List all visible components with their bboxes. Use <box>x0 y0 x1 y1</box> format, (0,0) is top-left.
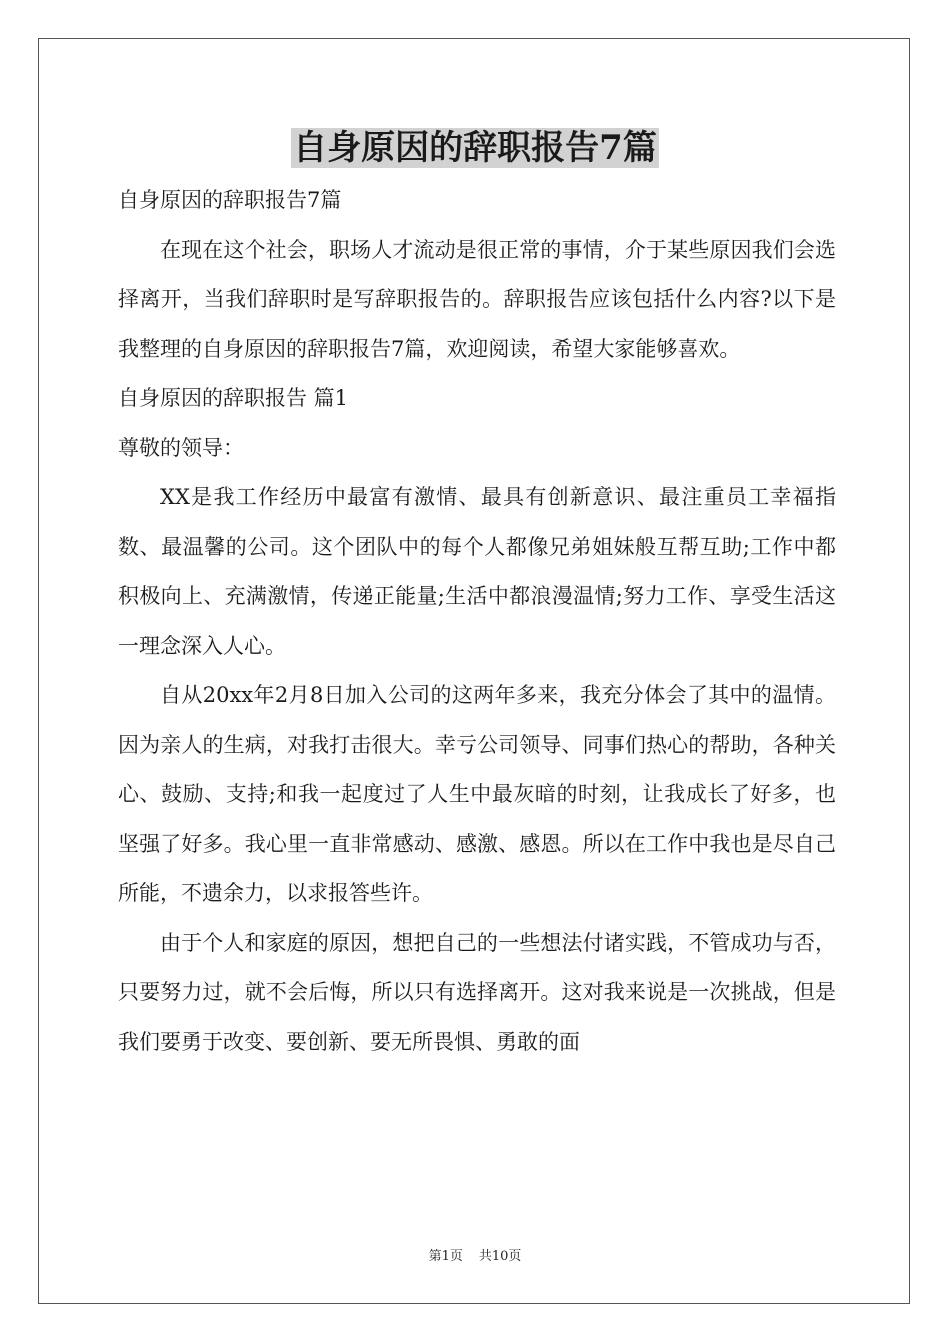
page-footer <box>0 1248 950 1266</box>
paragraph-salutation: 尊敬的领导： <box>118 435 244 460</box>
paragraph-body-1: XX是我工作经历中最富有激情、最具有创新意识、最注重员工幸福指数、最温馨的公司。这个团队中的每个人都像兄弟姐妹般互帮互助;工作中都积极向上、充满激情，传递正能量;生活中都浪漫温情;努力工作、享受生活这一理念深入人心。 <box>118 485 836 658</box>
paragraph-body-2: 自从20xx年2月8日加入公司的这两年多来，我充分体会了其中的温情。因为亲人的生病，对我打击很大。幸亏公司领导、同事们热心的帮助，各种关心、鼓励、支持;和我一起度过了人生中最灰暗的时刻，让我成长了好多，也坚强了好多。我心里一直非常感动、感激、感恩。所以在工作中我也是尽自己所能，不遗余力，以求报答些许。 <box>118 683 836 905</box>
document-title <box>0 122 950 174</box>
paragraph-body-3: 由于个人和家庭的原因，想把自己的一些想法付诸实践，不管成功与否，只要努力过，就不会后悔，所以只有选择离开。这对我来说是一次挑战，但是我们要勇于改变、要创新、要无所畏惧、勇敢的面 <box>118 930 836 1054</box>
paragraph-subtitle: 自身原因的辞职报告7篇 <box>118 188 342 212</box>
page-total: 共10页 <box>478 1249 522 1264</box>
page-number: 第1页 <box>428 1249 463 1264</box>
document-body <box>118 176 836 1067</box>
paragraph-intro: 在现在这个社会，职场人才流动是很正常的事情，介于某些原因我们会选择离开，当我们辞职时是写辞职报告的。辞职报告应该包括什么内容?以下是我整理的自身原因的辞职报告7篇，欢迎阅读，希望大家能够喜欢。 <box>118 237 836 361</box>
paragraph-section-heading: 自身原因的辞职报告 篇1 <box>118 386 349 410</box>
document-title-text: 自身原因的辞职报告7篇 <box>293 128 657 168</box>
